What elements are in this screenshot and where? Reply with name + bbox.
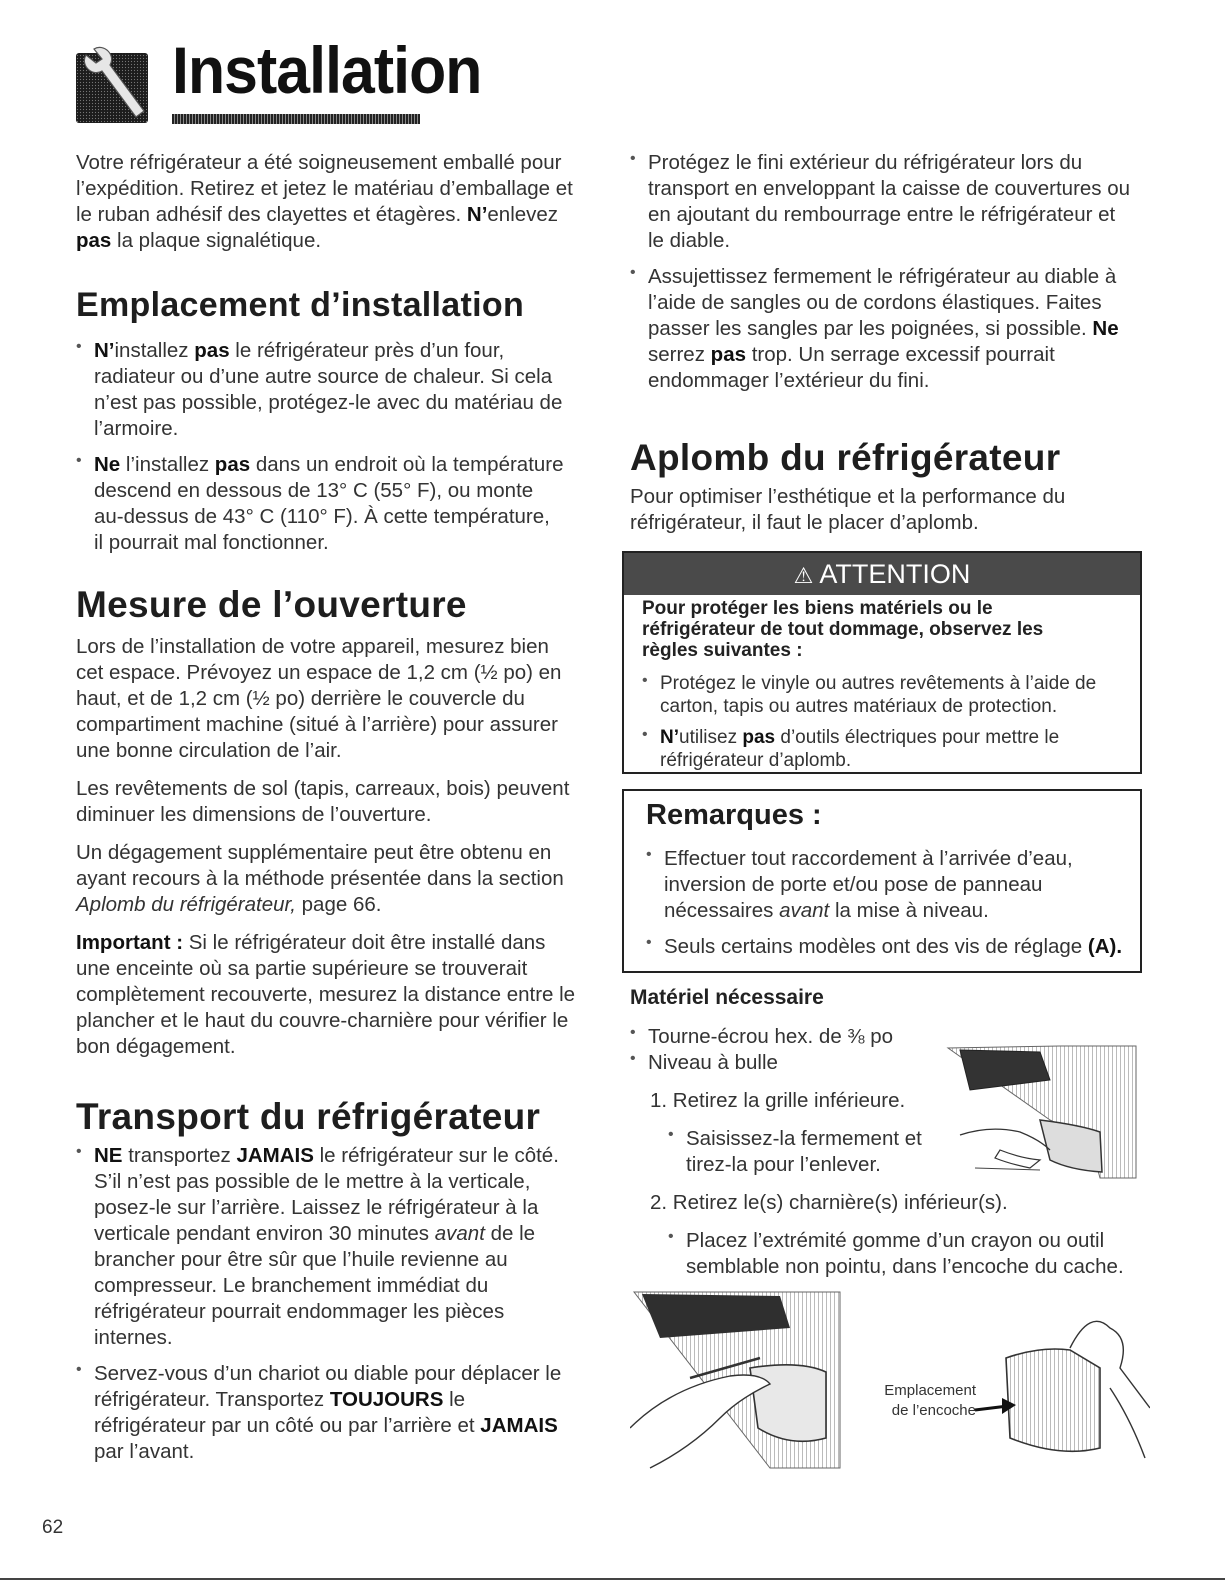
- list-item: • Tourne-écrou hex. de ⅜ po: [630, 1024, 930, 1050]
- remarks-bullets: [646, 846, 1136, 960]
- section-heading-emplacement: Emplacement d’installation: [76, 286, 525, 324]
- list-item: • Seuls certains modèles ont des vis de réglage (A).: [646, 934, 1136, 960]
- aplomb-body: Pour optimiser l’esthétique et la performance du réfrigérateur, il faut le placer d’aplomb.: [630, 485, 1066, 534]
- list-item: • N’installez pas le réfrigérateur près d’un four, radiateur ou d’une autre source de chaleur. Si cela n’est pas possible, protégez-le avec du matériau de l’armoire.: [76, 338, 596, 442]
- intro-line: le ruban adhésif des clayettes et étagères. N’enlevez: [76, 203, 559, 226]
- list-item: • Placez l’extrémité gomme d’un crayon ou outil semblable non pointu, dans l’encoche du cache.: [668, 1228, 1150, 1280]
- intro-paragraph: [76, 150, 596, 254]
- list-item: • Assujettissez fermement le réfrigérateur au diable à l’aide de sangles ou de cordons élastiques. Faites passer les sangles par les poignées, si possible. Ne serrez pas trop. Un serrage excessif pourrait endommager l’extérieur du fini.: [630, 264, 1150, 394]
- list-item: • Protégez le fini extérieur du réfrigérateur lors du transport en enveloppant la caisse de couvertures ou en ajoutant du rembourrage entre le réfrigérateur et le diable.: [630, 150, 1150, 254]
- list-item: • NE transportez JAMAIS le réfrigérateur sur le côté. S’il n’est pas possible de le mettre à la verticale, posez-le sur l’arrière. Laissez le réfrigérateur à la verticale pendant environ 30 minutes avant de le brancher pour être sûr que l’huile revienne au compresseur. Le branchement immédiat du réfrigérateur pourrait endommager les pièces internes.: [76, 1143, 596, 1351]
- intro-line: Votre réfrigérateur a été soigneusement emballé pour: [76, 151, 562, 174]
- list-item: • Saisissez-la fermement et tirez-la pour l’enlever.: [668, 1126, 940, 1178]
- list-item: • Servez-vous d’un chariot ou diable pour déplacer le réfrigérateur. Transportez TOUJOURS le réfrigérateur par un côté ou par l’arrière et JAMAIS par l’avant.: [76, 1361, 596, 1465]
- list-item: • Effectuer tout raccordement à l’arrivée d’eau, inversion de porte et/ou pose de panneau nécessaires avant la mise à niveau.: [646, 846, 1136, 924]
- materiel-list: [630, 1024, 930, 1076]
- attention-header: ⚠ ATTENTION: [624, 553, 1140, 595]
- section-heading-transport: Transport du réfrigérateur: [76, 1096, 541, 1137]
- list-item: • Ne l’installez pas dans un endroit où la température descend en dessous de 13° C (55° F), ou monte au-dessus de 43° C (110° F). À cette température, il pourrait mal fonctionner.: [76, 452, 596, 556]
- transport-bullets-continued: [630, 150, 1150, 394]
- attention-bullets: [642, 672, 1122, 772]
- list-item: • N’utilisez pas d’outils électriques pour mettre le réfrigérateur d’aplomb.: [642, 726, 1122, 772]
- transport-bullets: [76, 1143, 596, 1465]
- mesure-body: Lors de l’installation de votre appareil, mesurez bien cet espace. Prévoyez un espace de 1,2 cm (½ po) en haut, et de 1,2 cm (½ po) derrière le couvercle du compartiment machine (situé à l’arrière) pour assurer une bonne circulation de l’air. Les revêtements de sol (tapis, carreaux, bois) peuvent diminuer les dimensions de l’ouverture. Un dégagement supplémentaire peut être obtenu en ayant recours à la méthode présentée dans la section Aplomb du réfrigérateur, page 66. Important : Si le réfrigérateur doit être installé dans une enceinte où sa partie supérieure se trouverait complètement recouverte, mesurez la distance entre le plancher et le haut du couvre-charnière pour vérifier le bon dégagement.: [76, 635, 576, 1058]
- section-heading-aplomb: Aplomb du réfrigérateur: [630, 437, 1061, 478]
- wrench-icon: [76, 45, 150, 125]
- remarks-title: Remarques :: [646, 799, 822, 831]
- list-item: • Protégez le vinyle ou autres revêtements à l’aide de carton, tapis ou autres matériaux de protection.: [642, 672, 1122, 718]
- page-title: Installation: [172, 33, 482, 107]
- materiel-title: Matériel nécessaire: [630, 986, 824, 1009]
- grille-illustration: [940, 1040, 1140, 1180]
- step-1: 1. Retirez la grille inférieure. • Saisissez-la fermement et tirez-la pour l’enlever.: [650, 1088, 940, 1178]
- warning-triangle-icon: ⚠: [793, 563, 814, 588]
- title-underline: [172, 114, 420, 124]
- list-item: • Niveau à bulle: [630, 1050, 930, 1076]
- step-2: 2. Retirez le(s) charnière(s) inférieur(s). • Placez l’extrémité gomme d’un crayon ou outil semblable non pointu, dans l’encoche du cache.: [650, 1190, 1150, 1280]
- hinge-illustration: [630, 1288, 1150, 1478]
- footer-rule: [0, 1578, 1225, 1580]
- attention-lead: Pour protéger les biens matériels ou le réfrigérateur de tout dommage, observez les règles suivantes :: [642, 598, 1044, 661]
- section-heading-mesure: Mesure de l’ouverture: [76, 584, 467, 625]
- notch-callout: Emplacement de l’encoche: [884, 1382, 976, 1419]
- emplacement-bullets: [76, 338, 596, 556]
- intro-line: pas la plaque signalétique.: [76, 229, 322, 252]
- intro-line: l’expédition. Retirez et jetez le matériau d’emballage et: [76, 177, 573, 200]
- page-number: 62: [42, 1517, 64, 1538]
- important-label: Important :: [76, 931, 184, 954]
